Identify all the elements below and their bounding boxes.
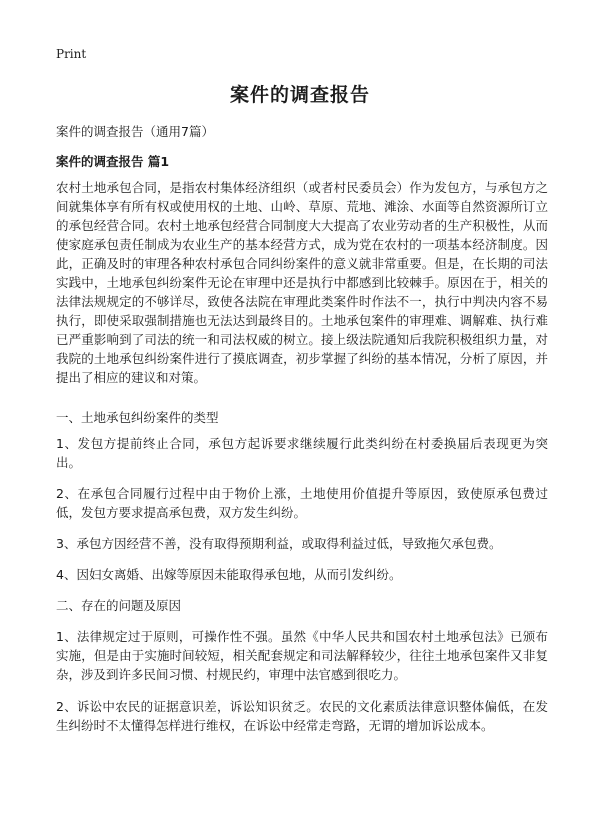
intro-paragraph: 农村土地承包合同，是指农村集体经济组织（或者村民委员会）作为发包方，与承包方之间就集体享有所有权或使用权的土地、山岭、草原、荒地、滩涂、水面等自然资源所订立的承包经营合同。农村土地承包经营合同制度大大提高了农业劳动者的生产积极性，从而使家庭承包责任制成为农业生产的基本经营方式，成为党在农村的一项基本经济制度。因此，正确及时的审理各种农村承包合同纠纷案件的意义就非常重要。但是，在长期的司法实践中，土地承包纠纷案件无论在审理中还是执行中都感到比较棘手。原因在于，相关的法律法规规定的不够详尽，致使各法院在审理此类案件时作法不一，执行中判决内容不易执行，即使采取强制措施也无法达到最终目的。土地承包案件的审理难、调解难、执行难已严重影响到了司法的统一和司法权威的树立。接上级法院通知后我院积极组织力量，对我院的土地承包纠纷案件进行了摸底调查，初步掌握了纠纷的基本情况，分析了原因，并提出了相应的建议和对策。 [56, 180, 548, 385]
section-heading: 案件的调查报告 篇1 [56, 154, 170, 169]
document-subtitle: 案件的调查报告（通用7篇） [56, 124, 214, 139]
heading-problems: 二、存在的问题及原因 [56, 598, 182, 613]
print-link[interactable]: Print [56, 47, 87, 61]
document-title: 案件的调查报告 [229, 84, 370, 106]
list-item: 2、在承包合同履行过程中由于物价上涨，土地使用价值提升等原因，致使原承包费过低，发包方要求提高承包费，双方发生纠纷。 [56, 486, 548, 520]
list-item: 2、诉讼中农民的证据意识差，诉讼知识贫乏。农民的文化素质法律意识整体偏低，在发生纠纷时不太懂得怎样进行维权，在诉讼中经常走弯路，无谓的增加诉讼成本。 [56, 699, 548, 733]
list-item: 1、发包方提前终止合同，承包方起诉要求继续履行此类纠纷在村委换届后表现更为突出。 [56, 436, 548, 470]
list-item: 1、法律规定过于原则，可操作性不强。虽然《中华人民共和国农村土地承包法》已颁布实施，但是由于实施时间较短，相关配套规定和司法解释较少，往往土地承包案件又非复杂，涉及到许多民间习惯、村规民约，审理中法官感到很吃力。 [56, 629, 548, 682]
list-item: 4、因妇女离婚、出嫁等原因未能取得承包地，从而引发纠纷。 [56, 567, 402, 582]
heading-types: 一、土地承包纠纷案件的类型 [56, 410, 219, 425]
list-item: 3、承包方因经营不善，没有取得预期利益，或取得利益过低，导致拖欠承包费。 [56, 536, 502, 551]
